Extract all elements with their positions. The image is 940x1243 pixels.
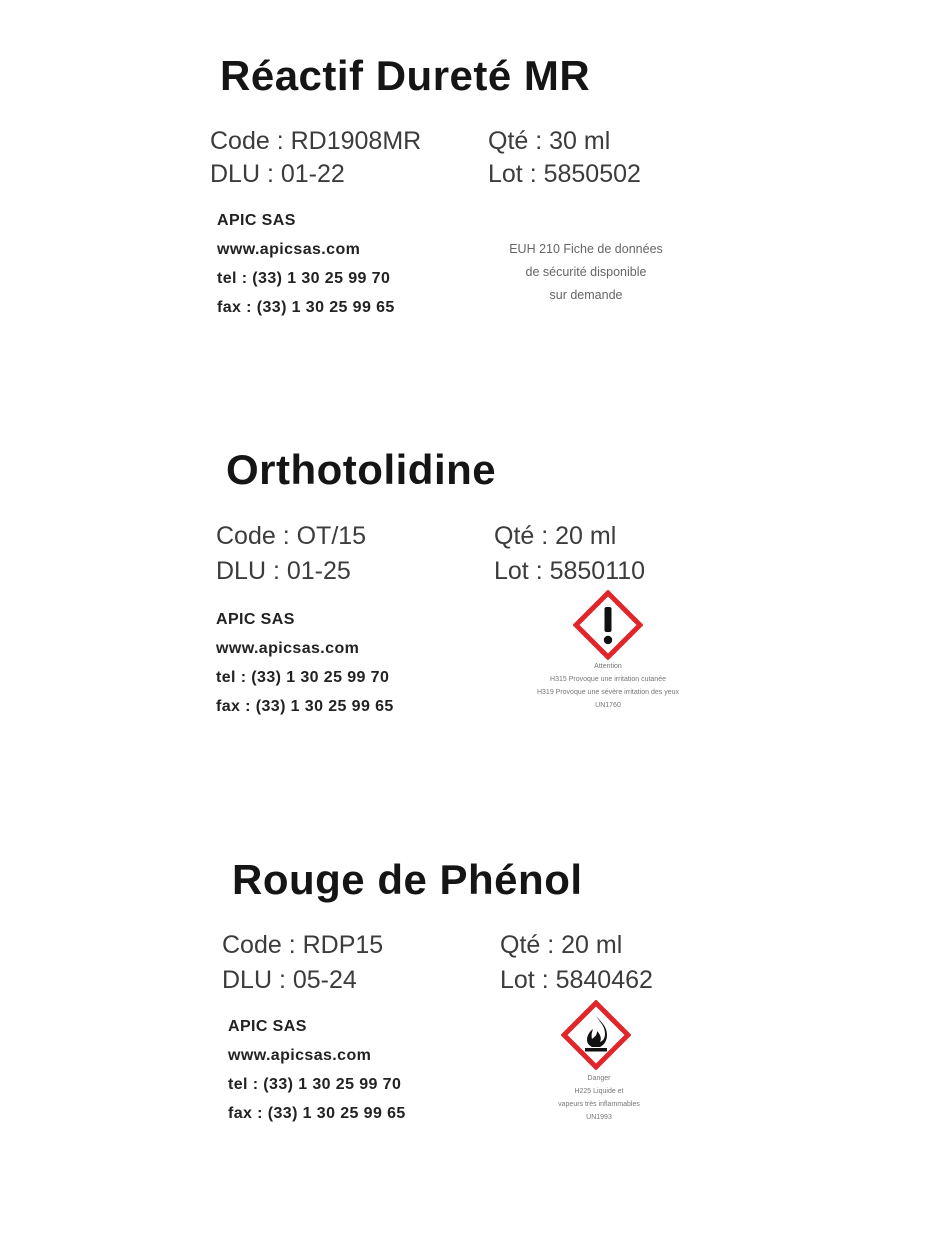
- company-website: www.apicsas.com: [216, 640, 360, 657]
- hazard-line: H319 Provoque une sévère irritation des yeux: [536, 689, 680, 696]
- flame-icon: [561, 1000, 631, 1070]
- product-quantity: Qté : 30 ml: [488, 127, 611, 155]
- company-block: [216, 605, 394, 721]
- hazard-line: Danger: [587, 1075, 611, 1082]
- product-code: Code : RDP15: [222, 931, 384, 959]
- product-lot: Lot : 5850502: [488, 160, 641, 188]
- hazard-line: Attention: [594, 663, 622, 670]
- product-lot: Lot : 5840462: [500, 966, 653, 994]
- label-reactif-durete: [210, 52, 780, 382]
- hazard-line: vapeurs très inflammables: [558, 1101, 640, 1108]
- product-dlu: DLU : 01-22: [210, 160, 345, 188]
- company-name: APIC SAS: [217, 212, 296, 229]
- company-website: www.apicsas.com: [228, 1047, 372, 1064]
- note-line: EUH 210 Fiche de données: [509, 242, 663, 256]
- company-fax: fax : (33) 1 30 25 99 65: [216, 698, 394, 715]
- safety-note: [456, 238, 716, 307]
- product-code: Code : RD1908MR: [210, 127, 422, 155]
- exclamation-mark-icon: [573, 590, 643, 660]
- hazard-statements: [484, 1072, 714, 1124]
- label-rouge-de-phenol: [222, 856, 792, 1186]
- hazard-line: UN1993: [586, 1114, 612, 1121]
- note-line: sur demande: [549, 288, 623, 302]
- hazard-line: H225 Liquide et: [574, 1088, 624, 1095]
- label-orthotolidine: [216, 446, 786, 776]
- product-quantity: Qté : 20 ml: [494, 522, 617, 550]
- company-tel: tel : (33) 1 30 25 99 70: [216, 669, 390, 686]
- company-tel: tel : (33) 1 30 25 99 70: [228, 1076, 402, 1093]
- product-quantity: Qté : 20 ml: [500, 931, 623, 959]
- product-dlu: DLU : 05-24: [222, 966, 357, 994]
- product-title: Orthotolidine: [226, 446, 497, 493]
- hazard-line: UN1760: [595, 702, 621, 709]
- company-name: APIC SAS: [228, 1018, 307, 1035]
- company-block: [228, 1012, 406, 1128]
- product-dlu: DLU : 01-25: [216, 557, 351, 585]
- company-block: [217, 206, 395, 322]
- company-website: www.apicsas.com: [217, 241, 361, 258]
- product-title: Rouge de Phénol: [232, 856, 583, 903]
- product-lot: Lot : 5850110: [494, 557, 646, 585]
- product-code: Code : OT/15: [216, 522, 367, 550]
- hazard-statements: [493, 660, 723, 712]
- company-name: APIC SAS: [216, 611, 295, 628]
- company-fax: fax : (33) 1 30 25 99 65: [228, 1105, 406, 1122]
- company-fax: fax : (33) 1 30 25 99 65: [217, 299, 395, 316]
- product-title: Réactif Dureté MR: [220, 52, 591, 99]
- company-tel: tel : (33) 1 30 25 99 70: [217, 270, 391, 287]
- note-line: de sécurité disponible: [525, 265, 647, 279]
- hazard-line: H315 Provoque une irritation cutanée: [550, 676, 666, 683]
